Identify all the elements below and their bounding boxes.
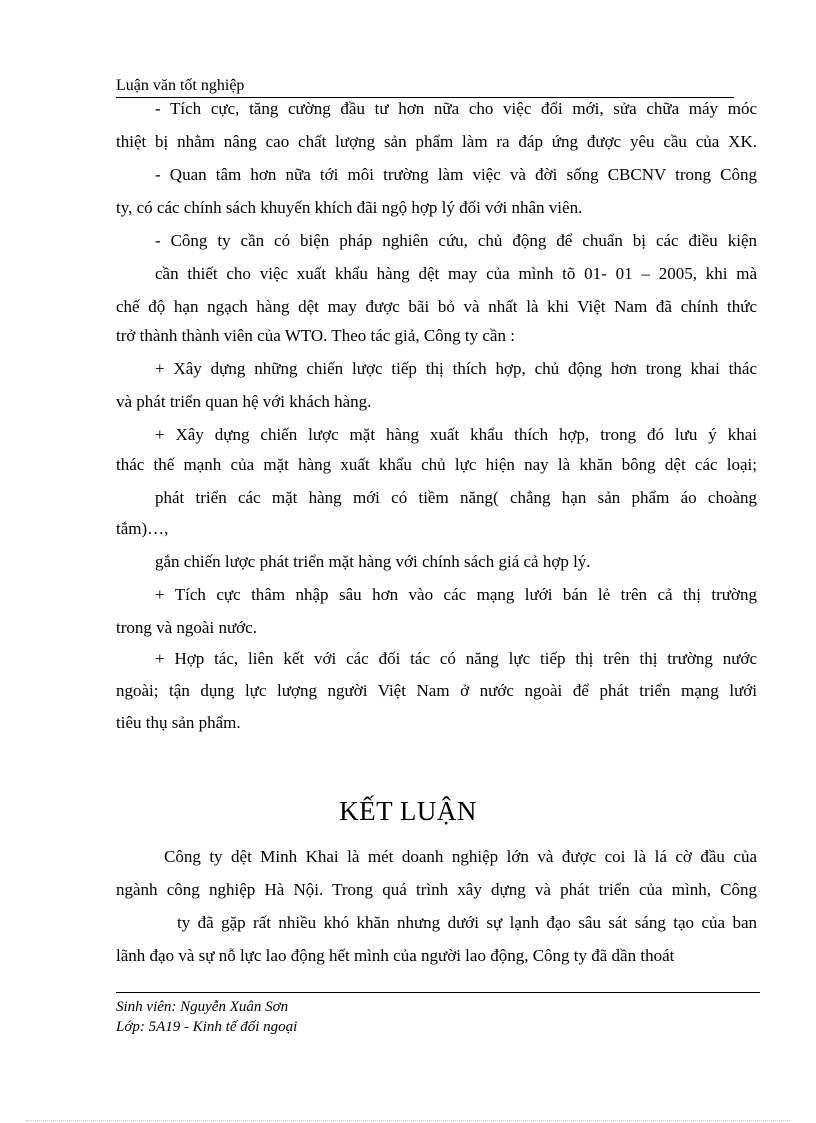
- body-line: - Công ty cần có biện pháp nghiên cứu, chủ động để chuẩn bị các điều kiện: [155, 231, 757, 250]
- body-line: ngoài; tận dụng lực lượng người Việt Nam ở nước ngoài để phát triển mạng lưới: [116, 681, 757, 700]
- body-line: cần thiết cho việc xuất khẩu hàng dệt may của mình tõ 01- 01 – 2005, khi mà: [155, 264, 757, 283]
- conclusion-line: ty đã gặp rất nhiều khó khăn nhưng dưới sự lạnh đạo sâu sát sáng tạo của ban: [177, 913, 757, 932]
- body-line: tắm)…,: [116, 519, 169, 538]
- body-line: ty, có các chính sách khuyến khích đãi ngộ hợp lý đối với nhân viên.: [116, 198, 583, 217]
- conclusion-line: Công ty dệt Minh Khai là mét doanh nghiệp lớn và được coi là lá cờ đầu của: [164, 847, 757, 866]
- page-header: Luận văn tốt nghiệp: [116, 76, 734, 98]
- conclusion-heading: KẾT LUẬN: [339, 796, 477, 826]
- footer-divider: [116, 992, 760, 993]
- body-line: thiệt bị nhằm nâng cao chất lượng sản phẩm làm ra đáp ứng được yêu cầu của XK.: [116, 132, 757, 151]
- body-line: thác thế mạnh của mặt hàng xuất khẩu chủ lực hiện nay là khăn bông dệt các loại;: [116, 455, 757, 474]
- body-line: - Tích cực, tăng cường đầu tư hơn nữa cho việc đổi mới, sửa chữa máy móc: [155, 99, 757, 118]
- body-line: tiêu thụ sản phẩm.: [116, 713, 241, 732]
- page-edge-divider: [26, 1120, 790, 1121]
- conclusion-line: ngành công nghiệp Hà Nội. Trong quá trình xây dựng và phát triển của mình, Công: [116, 880, 757, 899]
- body-line: + Tích cực thâm nhập sâu hơn vào các mạng lưới bán lẻ trên cả thị trường: [155, 585, 757, 604]
- body-line: + Hợp tác, liên kết với các đối tác có năng lực tiếp thị trên thị trường nước: [155, 649, 757, 668]
- footer-class: Lớp: 5A19 - Kinh tế đối ngoại: [116, 1019, 298, 1035]
- body-line: trở thành thành viên của WTO. Theo tác giả, Công ty cần :: [116, 326, 515, 345]
- body-line: gắn chiến lược phát triển mặt hàng với chính sách giá cả hợp lý.: [155, 552, 591, 571]
- body-line: chế độ hạn ngạch hàng dệt may được bãi bỏ và nhất là khi Việt Nam đã chính thức: [116, 297, 757, 316]
- body-line: - Quan tâm hơn nữa tới môi trường làm việc và đời sống CBCNV trong Công: [155, 165, 757, 184]
- body-line: + Xây dựng những chiến lược tiếp thị thích hợp, chủ động hơn trong khai thác: [155, 359, 757, 378]
- body-line: + Xây dựng chiến lược mặt hàng xuất khẩu thích hợp, trong đó lưu ý khai: [155, 425, 757, 444]
- body-line: và phát triển quan hệ với khách hàng.: [116, 392, 372, 411]
- body-line: phát triển các mặt hàng mới có tiềm năng( chẳng hạn sản phẩm áo choàng: [155, 488, 757, 507]
- conclusion-line: lãnh đạo và sự nỗ lực lao động hết mình của người lao động, Công ty đã dần thoát: [116, 946, 675, 965]
- footer-student: Sinh viên: Nguyễn Xuân Sơn: [116, 999, 289, 1015]
- body-line: trong và ngoài nước.: [116, 618, 257, 637]
